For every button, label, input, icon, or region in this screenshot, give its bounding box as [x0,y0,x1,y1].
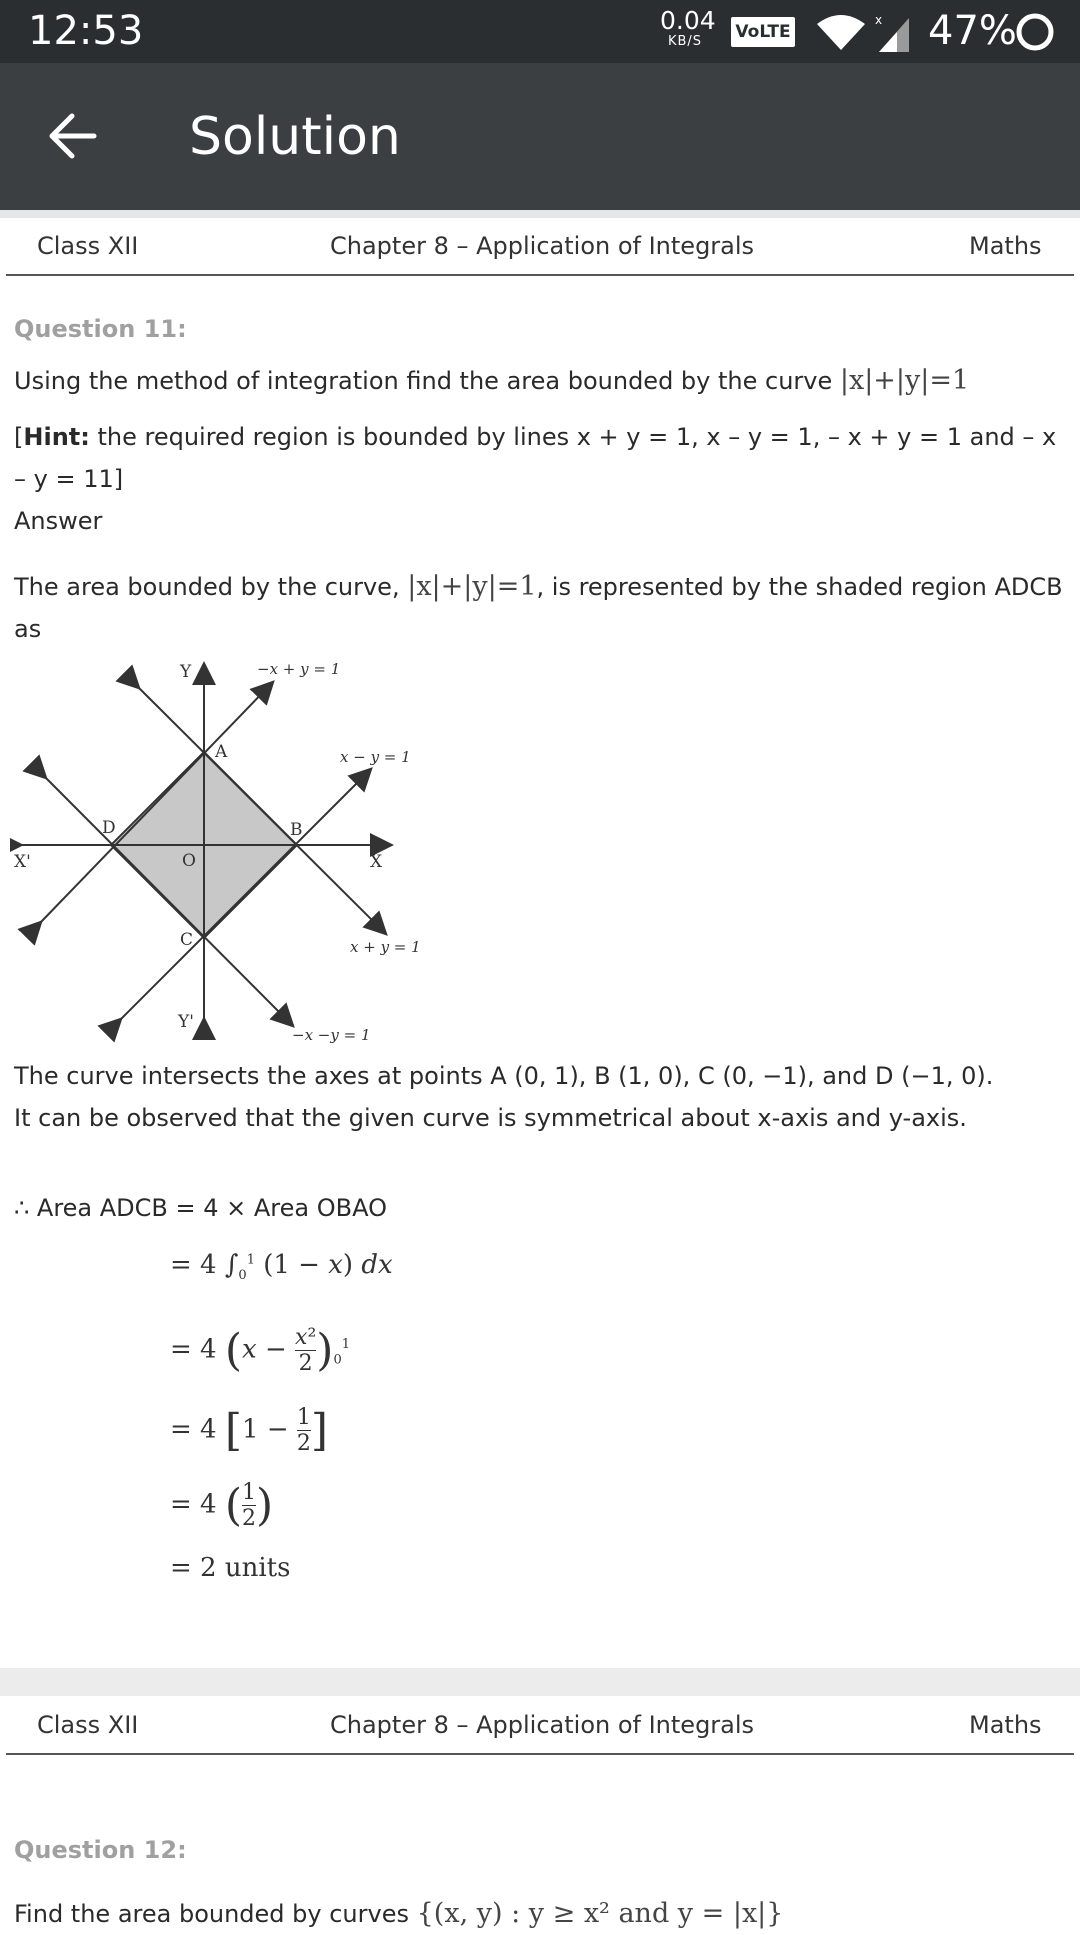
hint-paragraph: [Hint: the required region is bounded by lines x + y = 1, x – y = 1, – x + y = 1 and – x – y = 11] [14,423,1057,493]
network-speed-unit: KB/S [667,34,703,49]
section-divider [0,1668,1080,1696]
answer-label: Answer [14,507,103,535]
header-class: Class XII [37,232,139,260]
cell-signal-icon [875,14,913,54]
header-class-2: Class XII [37,1711,139,1739]
question-title: Question 11: [14,315,187,343]
label-c: C [180,930,194,950]
answer-para-end: , is represented by the shaded region ADCB as [14,573,1063,643]
step-antiderivative: = 4 (x − $\frac{\text{x²}}{2}$ )$_0^1$ [170,1325,351,1376]
back-arrow-icon[interactable] [44,111,104,161]
label-line-4: −x −y = 1 [292,1026,371,1044]
label-x: X [370,852,383,872]
divider [0,210,1080,218]
question-12-text [14,1893,1064,1935]
chapter-header-2 [6,1697,1074,1755]
status-bar [0,0,1080,63]
app-bar [0,63,1080,210]
region-diagram [10,655,440,1050]
volte-badge: VoLTE [731,17,795,47]
step-result: = 2 units [170,1553,291,1583]
header-subject: Maths [969,232,1042,260]
symmetry-text: It can be observed that the given curve is symmetrical about x-axis and y-axis. [14,1104,967,1132]
header-chapter: Chapter 8 – Application of Integrals [330,232,755,260]
label-line-3: x + y = 1 [350,938,421,956]
status-time: 12:53 [28,8,144,54]
label-b: B [290,820,303,840]
page-title: Solution [189,107,401,167]
network-speed [660,6,716,49]
answer-paragraph [14,566,1064,650]
curve-equation: |x|+|y|=1 [839,365,970,396]
wifi-icon [815,12,867,52]
label-d: D [102,818,116,838]
label-o: O [182,851,196,871]
label-x-prime: X' [14,852,31,872]
step-simplify: = 4 ( $\frac{1}{2}$ ) [170,1480,274,1531]
battery-icon [1015,12,1055,52]
label-a: A [215,742,228,762]
area-relation: ∴ Area ADCB = 4 × Area OBAO [14,1194,387,1222]
question-12-title: Question 12: [14,1836,187,1864]
chapter-header [6,218,1074,276]
label-line-1: −x + y = 1 [257,660,341,678]
hint-text: the required region is bounded by lines x + y = 1, x – y = 1, – x + y = 1 and – x – y = 11] [14,423,1057,493]
question-12-math: {(x, y) : y ≥ x² and y = |x|} [416,1898,784,1929]
battery-percent: 47% [928,8,1017,54]
question-12-body: Find the area bounded by curves [14,1900,409,1928]
header-chapter-2: Chapter 8 – Application of Integrals [330,1711,755,1739]
question-text [14,360,1064,402]
label-y: Y [180,662,192,682]
step-integral: = 4 $\int_0^1$ (1 − x) dx [170,1250,393,1284]
hint-label: Hint: [23,423,90,451]
answer-para-start: The area bounded by the curve, [14,573,400,601]
header-subject-2: Maths [969,1711,1042,1739]
step-evaluate: = 4 [1 − $\frac{1}{2}$ ] [170,1405,329,1456]
network-speed-value: 0.04 [660,6,716,35]
curve-equation-inline: |x|+|y|=1 [407,571,537,602]
intersection-text: The curve intersects the axes at points A (0, 1), B (1, 0), C (0, −1), and D (−1, 0). [14,1062,994,1090]
question-text-body: Using the method of integration find the area bounded by the curve [14,367,833,395]
label-y-prime: Y' [178,1012,194,1032]
svg-text:x: x [875,14,883,27]
label-line-2: x − y = 1 [340,748,411,766]
